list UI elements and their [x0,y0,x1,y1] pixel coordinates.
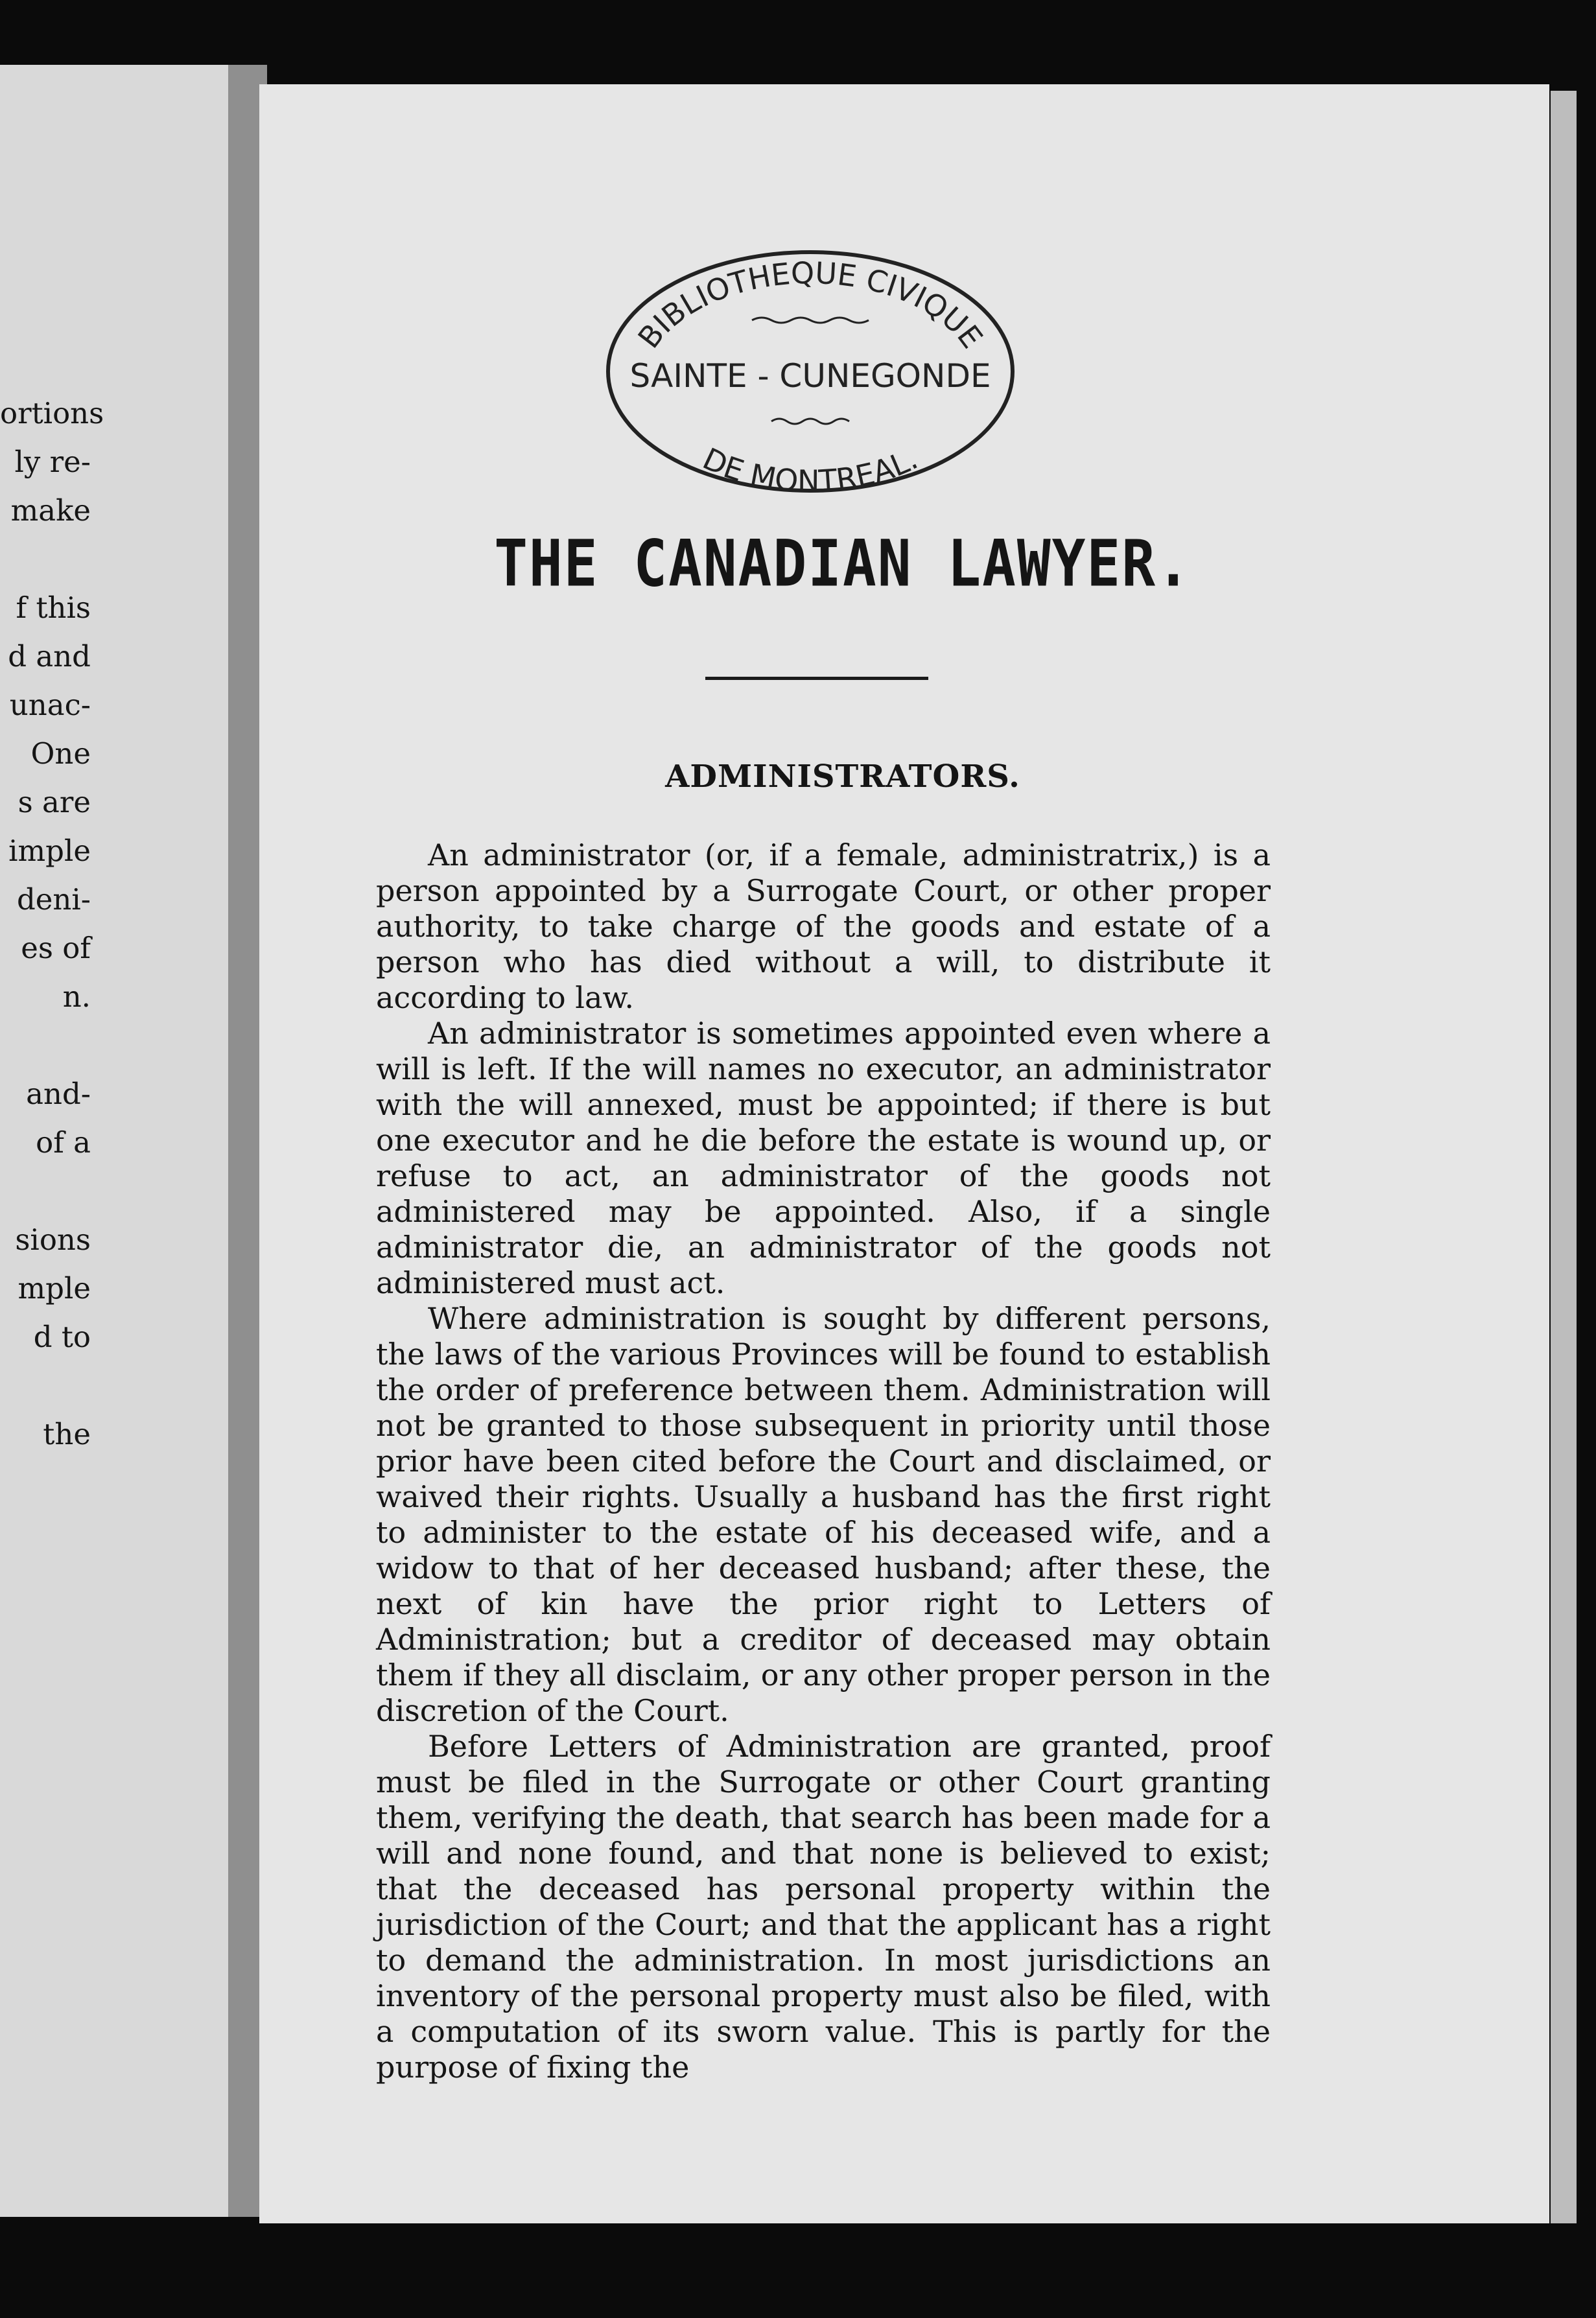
left-fragment: unac- [9,688,91,722]
left-fragment: mple [18,1271,91,1305]
left-fragment: ly re- [14,445,91,479]
paragraph: Where administration is sought by different persons, the laws of the various Provinces will be found to establish the order of preference between them. Administration will not be granted to those subsequent in priority until those prior have been cited before the Court and disclaimed, or waived their rights. Usually a husband has the first right to administer to the estate of his deceased wife, and a widow to that of her deceased husband; after these, the next of kin have the prior right to Letters of Administration; but a creditor of deceased may obtain them if they all disclaim, or any other proper person in the discretion of the Court. [376,1301,1271,1728]
left-fragment: n. [62,979,91,1014]
left-fragment: One [30,736,91,771]
left-page-text-fragments [0,389,104,1458]
left-page [0,65,228,2217]
left-fragment: of a [36,1125,91,1160]
left-fragment [0,1361,91,1410]
left-fragment: ortions [0,396,104,430]
stamp-center-text: SAINTE - CUNEGONDE [629,357,991,395]
section-heading: ADMINISTRATORS. [665,758,1020,795]
page-title: THE CANADIAN LAWYER. [494,526,1191,602]
left-fragment: f this [16,591,91,625]
stamp-arc-text: BIBLIOTHEQUE CIVIQUE [631,255,990,355]
library-stamp [604,248,1016,495]
stamp-bottom-text: DE MONTREAL. [698,441,924,495]
page-edge [1551,91,1577,2223]
paragraph: Before Letters of Administration are granted, proof must be filed in the Surrogate or other Court granting them, verifying the death, that search has been made for a will and none found, and that none is believed to exist; that the deceased has personal property within the jurisdiction of the Court; and that the applicant has a right to demand the administration. In most jurisdictions an inventory of the personal property must also be filed, with a computation of its sworn value. This is partly for the purpose of fixing the [376,1729,1271,2085]
left-fragment [0,1021,91,1070]
paragraph: An administrator (or, if a female, administratrix,) is a person appointed by a Surrogate Court, or other proper authority, to take charge of the goods and estate of a person who has died without a will, to distribute it according to law. [376,837,1271,1015]
stamp-ornament [752,318,869,323]
left-fragment: imple [8,834,91,868]
paragraph: An administrator is sometimes appointed even where a will is left. If the will names no executor, an administrator with the will annexed, must be appointed; if there is but one executor and he die before the estate is wound up, or refuse to act, an administrator of the goods not administered may be appointed. Also, if a single administrator die, an administrator of the goods not administered must act. [376,1016,1271,1300]
left-fragment [0,1167,91,1215]
left-fragment: make [10,493,91,528]
left-fragment: es of [21,931,91,965]
left-fragment: deni- [16,882,91,917]
left-fragment: s are [18,785,91,819]
left-fragment: sions [15,1223,91,1257]
left-fragment [0,535,91,583]
left-fragment: and- [26,1077,91,1111]
left-fragment: the [43,1417,91,1451]
left-fragment: d to [33,1320,91,1354]
body-text [376,837,1271,2085]
left-fragment: d and [8,639,91,673]
stamp-ornament [771,419,849,424]
title-rule [705,677,928,680]
